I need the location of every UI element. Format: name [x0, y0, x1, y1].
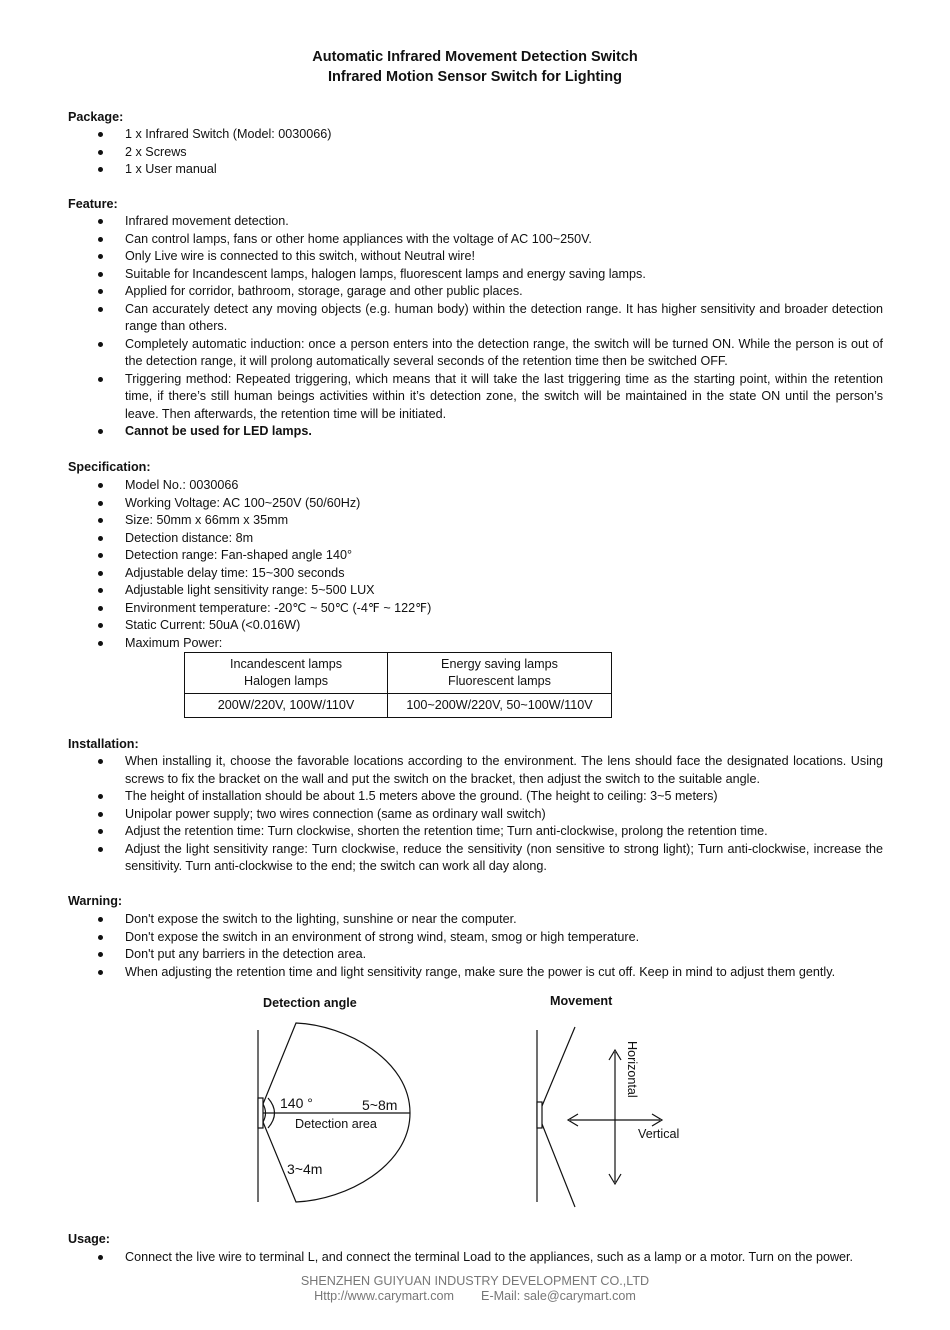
list-item: Unipolar power supply; two wires connection (same as ordinary wall switch) [0, 806, 950, 824]
table-cell: 200W/220V, 100W/110V [185, 694, 388, 718]
usage-heading: Usage: [68, 1232, 110, 1246]
footer-company: SHENZHEN GUIYUAN INDUSTRY DEVELOPMENT CO.,LTD [300, 1274, 650, 1288]
horizontal-label: Horizontal [625, 1041, 639, 1098]
list-item: Detection distance: 8m [0, 530, 950, 548]
list-item: Size: 50mm x 66mm x 35mm [0, 512, 950, 530]
footer-contact [0, 1289, 950, 1303]
table-cell: 100~200W/220V, 50~100W/110V [388, 694, 612, 718]
sensor-body [537, 1102, 542, 1128]
warning-heading: Warning: [68, 894, 123, 908]
specification-heading: Specification: [68, 460, 151, 474]
list-item: Detection range: Fan-shaped angle 140° [0, 547, 950, 565]
list-item: 1 x User manual [0, 161, 950, 179]
movement-diagram [537, 1027, 662, 1207]
movement-title: Movement [550, 994, 613, 1008]
list-item: Completely automatic induction: once a person enters into the detection range, the switch will be turned ON. While the person is out of the detection range, it will prolong automatically several seconds of the retention time then be switched OFF. [0, 336, 950, 371]
list-item: Don't expose the switch in an environment of strong wind, steam, smog or high temperature. [0, 929, 950, 947]
detection-boundary-upper [542, 1027, 575, 1106]
list-item: The height of installation should be about 1.5 meters above the ground. (The height to ceiling: 3~5 meters) [0, 788, 950, 806]
footer-email[interactable]: E-Mail: sale@carymart.com [481, 1289, 636, 1303]
detection-angle-title: Detection angle [263, 996, 357, 1010]
angle-label: 140 ° [280, 1095, 313, 1111]
list-item: When adjusting the retention time and light sensitivity range, make sure the power is cut off. Keep in mind to adjust them gently. [0, 964, 950, 982]
list-item: 2 x Screws [0, 144, 950, 162]
list-item: Adjust the light sensitivity range: Turn clockwise, reduce the sensitivity (non sensitive to strong light); Turn anti-clockwise, increase the sensitivity. Turn anti-clockwise to the end; the switch can work all day along. [0, 841, 950, 876]
list-item: Don't expose the switch to the lighting, sunshine or near the computer. [0, 911, 950, 929]
list-item: Environment temperature: -20℃ ~ 50℃ (-4℉ ~ 122℉) [0, 600, 950, 618]
list-item: Can accurately detect any moving objects (e.g. human body) within the detection range. It has higher sensitivity and broader detection range than others. [0, 301, 950, 336]
list-item: Static Current: 50uA (<0.016W) [0, 617, 950, 635]
list-item: Suitable for Incandescent lamps, halogen lamps, fluorescent lamps and energy saving lamps. [0, 266, 950, 284]
list-item: Adjustable delay time: 15~300 seconds [0, 565, 950, 583]
document-title: Automatic Infrared Movement Detection Switch [312, 49, 638, 65]
list-item: Triggering method: Repeated triggering, which means that it will take the last triggering time as the starting point, within the retention time, if there’s still human beings activities within it’s detection zone, the switch will be maintained in the state ON until the person’s leave. Then afterwards, the retention time will be initiated. [0, 371, 950, 424]
usage-list [0, 1249, 950, 1267]
list-item: Maximum Power: [0, 635, 950, 653]
feature-heading: Feature: [68, 197, 118, 211]
list-item: Only Live wire is connected to this switch, without Neutral wire! [0, 248, 950, 266]
list-item: Infrared movement detection. [0, 213, 950, 231]
table-header-cell: Incandescent lamps Halogen lamps [185, 653, 388, 694]
detection-boundary-lower [542, 1124, 575, 1207]
list-item: Can control lamps, fans or other home appliances with the voltage of AC 100~250V. [0, 231, 950, 249]
table-header-cell: Energy saving lamps Fluorescent lamps [388, 653, 612, 694]
list-item: 1 x Infrared Switch (Model: 0030066) [0, 126, 950, 144]
sensor-body [258, 1098, 263, 1128]
list-item: When installing it, choose the favorable locations according to the environment. The lens should face the designated locations. Using screws to fix the bracket on the wall and put the switch on the bracket, then adjust the switch to the suitable angle. [0, 753, 950, 788]
distance-label: 5~8m [362, 1097, 398, 1113]
list-item: Connect the live wire to terminal L, and connect the terminal Load to the appliances, such as a lamp or a motor. Turn on the power. [0, 1249, 950, 1267]
list-item: Applied for corridor, bathroom, storage, garage and other public places. [0, 283, 950, 301]
package-heading: Package: [68, 110, 124, 124]
bullet-icon [98, 1255, 103, 1260]
footer-website[interactable]: Http://www.carymart.com [314, 1289, 455, 1303]
document-subtitle: Infrared Motion Sensor Switch for Lighting [327, 69, 623, 85]
list-item: Model No.: 0030066 [0, 477, 950, 495]
list-item: Adjustable light sensitivity range: 5~500 LUX [0, 582, 950, 600]
list-item: Don't put any barriers in the detection area. [0, 946, 950, 964]
detection-area-label: Detection area [295, 1117, 377, 1131]
installation-heading: Installation: [68, 737, 139, 751]
vertical-label: Vertical [638, 1127, 680, 1141]
list-item: Adjust the retention time: Turn clockwise, shorten the retention time; Turn anti-clockwise, prolong the retention time. [0, 823, 950, 841]
height-label: 3~4m [287, 1161, 323, 1177]
list-item: Working Voltage: AC 100~250V (50/60Hz) [0, 495, 950, 513]
list-item: Cannot be used for LED lamps. [0, 423, 950, 441]
